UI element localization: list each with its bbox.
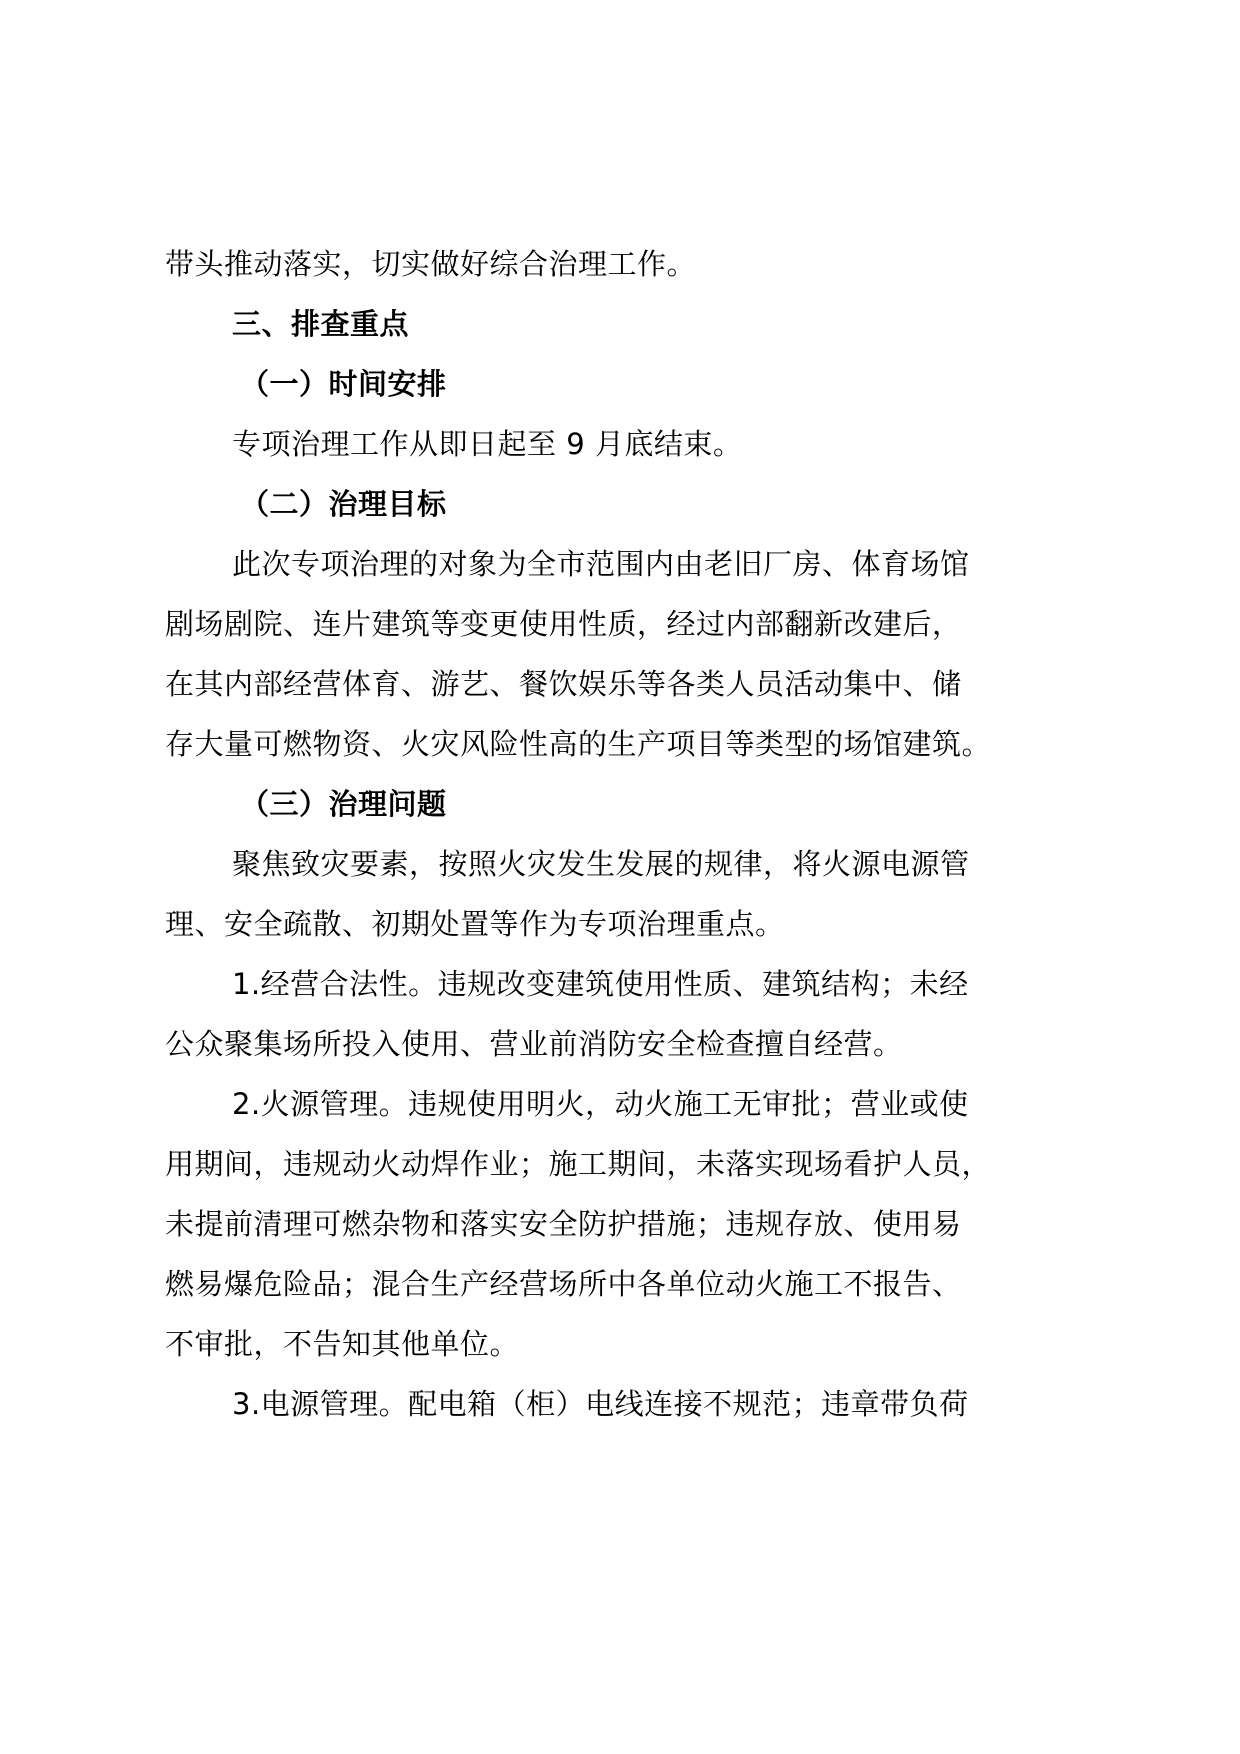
subsection-heading: （三）治理问题 xyxy=(240,787,447,821)
list-item-line: 公众聚集场所投入使用、营业前消防安全检查擅自经营。 xyxy=(165,1027,903,1061)
paragraph-continuation: 带头推动落实，切实做好综合治理工作。 xyxy=(165,247,697,281)
paragraph-line: 专项治理工作从即日起至 9 月底结束。 xyxy=(232,427,743,461)
section-heading: 三、排查重点 xyxy=(232,307,410,341)
list-item-line: 1.经营合法性。违规改变建筑使用性质、建筑结构；未经 xyxy=(232,967,969,1001)
list-item-line: 用期间，违规动火动焊作业；施工期间，未落实现场看护人员， xyxy=(165,1147,992,1181)
list-item-line: 燃易爆危险品；混合生产经营场所中各单位动火施工不报告、 xyxy=(165,1267,962,1301)
list-item-line: 不审批，不告知其他单位。 xyxy=(165,1327,520,1361)
list-item-line: 3.电源管理。配电箱（柜）电线连接不规范；违章带负荷 xyxy=(232,1387,969,1421)
paragraph-line: 此次专项治理的对象为全市范围内由老旧厂房、体育场馆 xyxy=(232,547,970,581)
paragraph-line: 聚焦致灾要素，按照火灾发生发展的规律，将火源电源管 xyxy=(232,847,970,881)
list-item-line: 未提前清理可燃杂物和落实安全防护措施；违规存放、使用易 xyxy=(165,1207,962,1241)
list-item-line: 2.火源管理。违规使用明火，动火施工无审批；营业或使 xyxy=(232,1087,969,1121)
subsection-heading: （一）时间安排 xyxy=(240,367,447,401)
paragraph-line: 剧场剧院、连片建筑等变更使用性质，经过内部翻新改建后， xyxy=(165,607,962,641)
paragraph-line: 存大量可燃物资、火灾风险性高的生产项目等类型的场馆建筑。 xyxy=(165,727,992,761)
paragraph-line: 理、安全疏散、初期处置等作为专项治理重点。 xyxy=(165,907,785,941)
subsection-heading: （二）治理目标 xyxy=(240,487,447,521)
paragraph-line: 在其内部经营体育、游艺、餐饮娱乐等各类人员活动集中、储 xyxy=(165,667,962,701)
